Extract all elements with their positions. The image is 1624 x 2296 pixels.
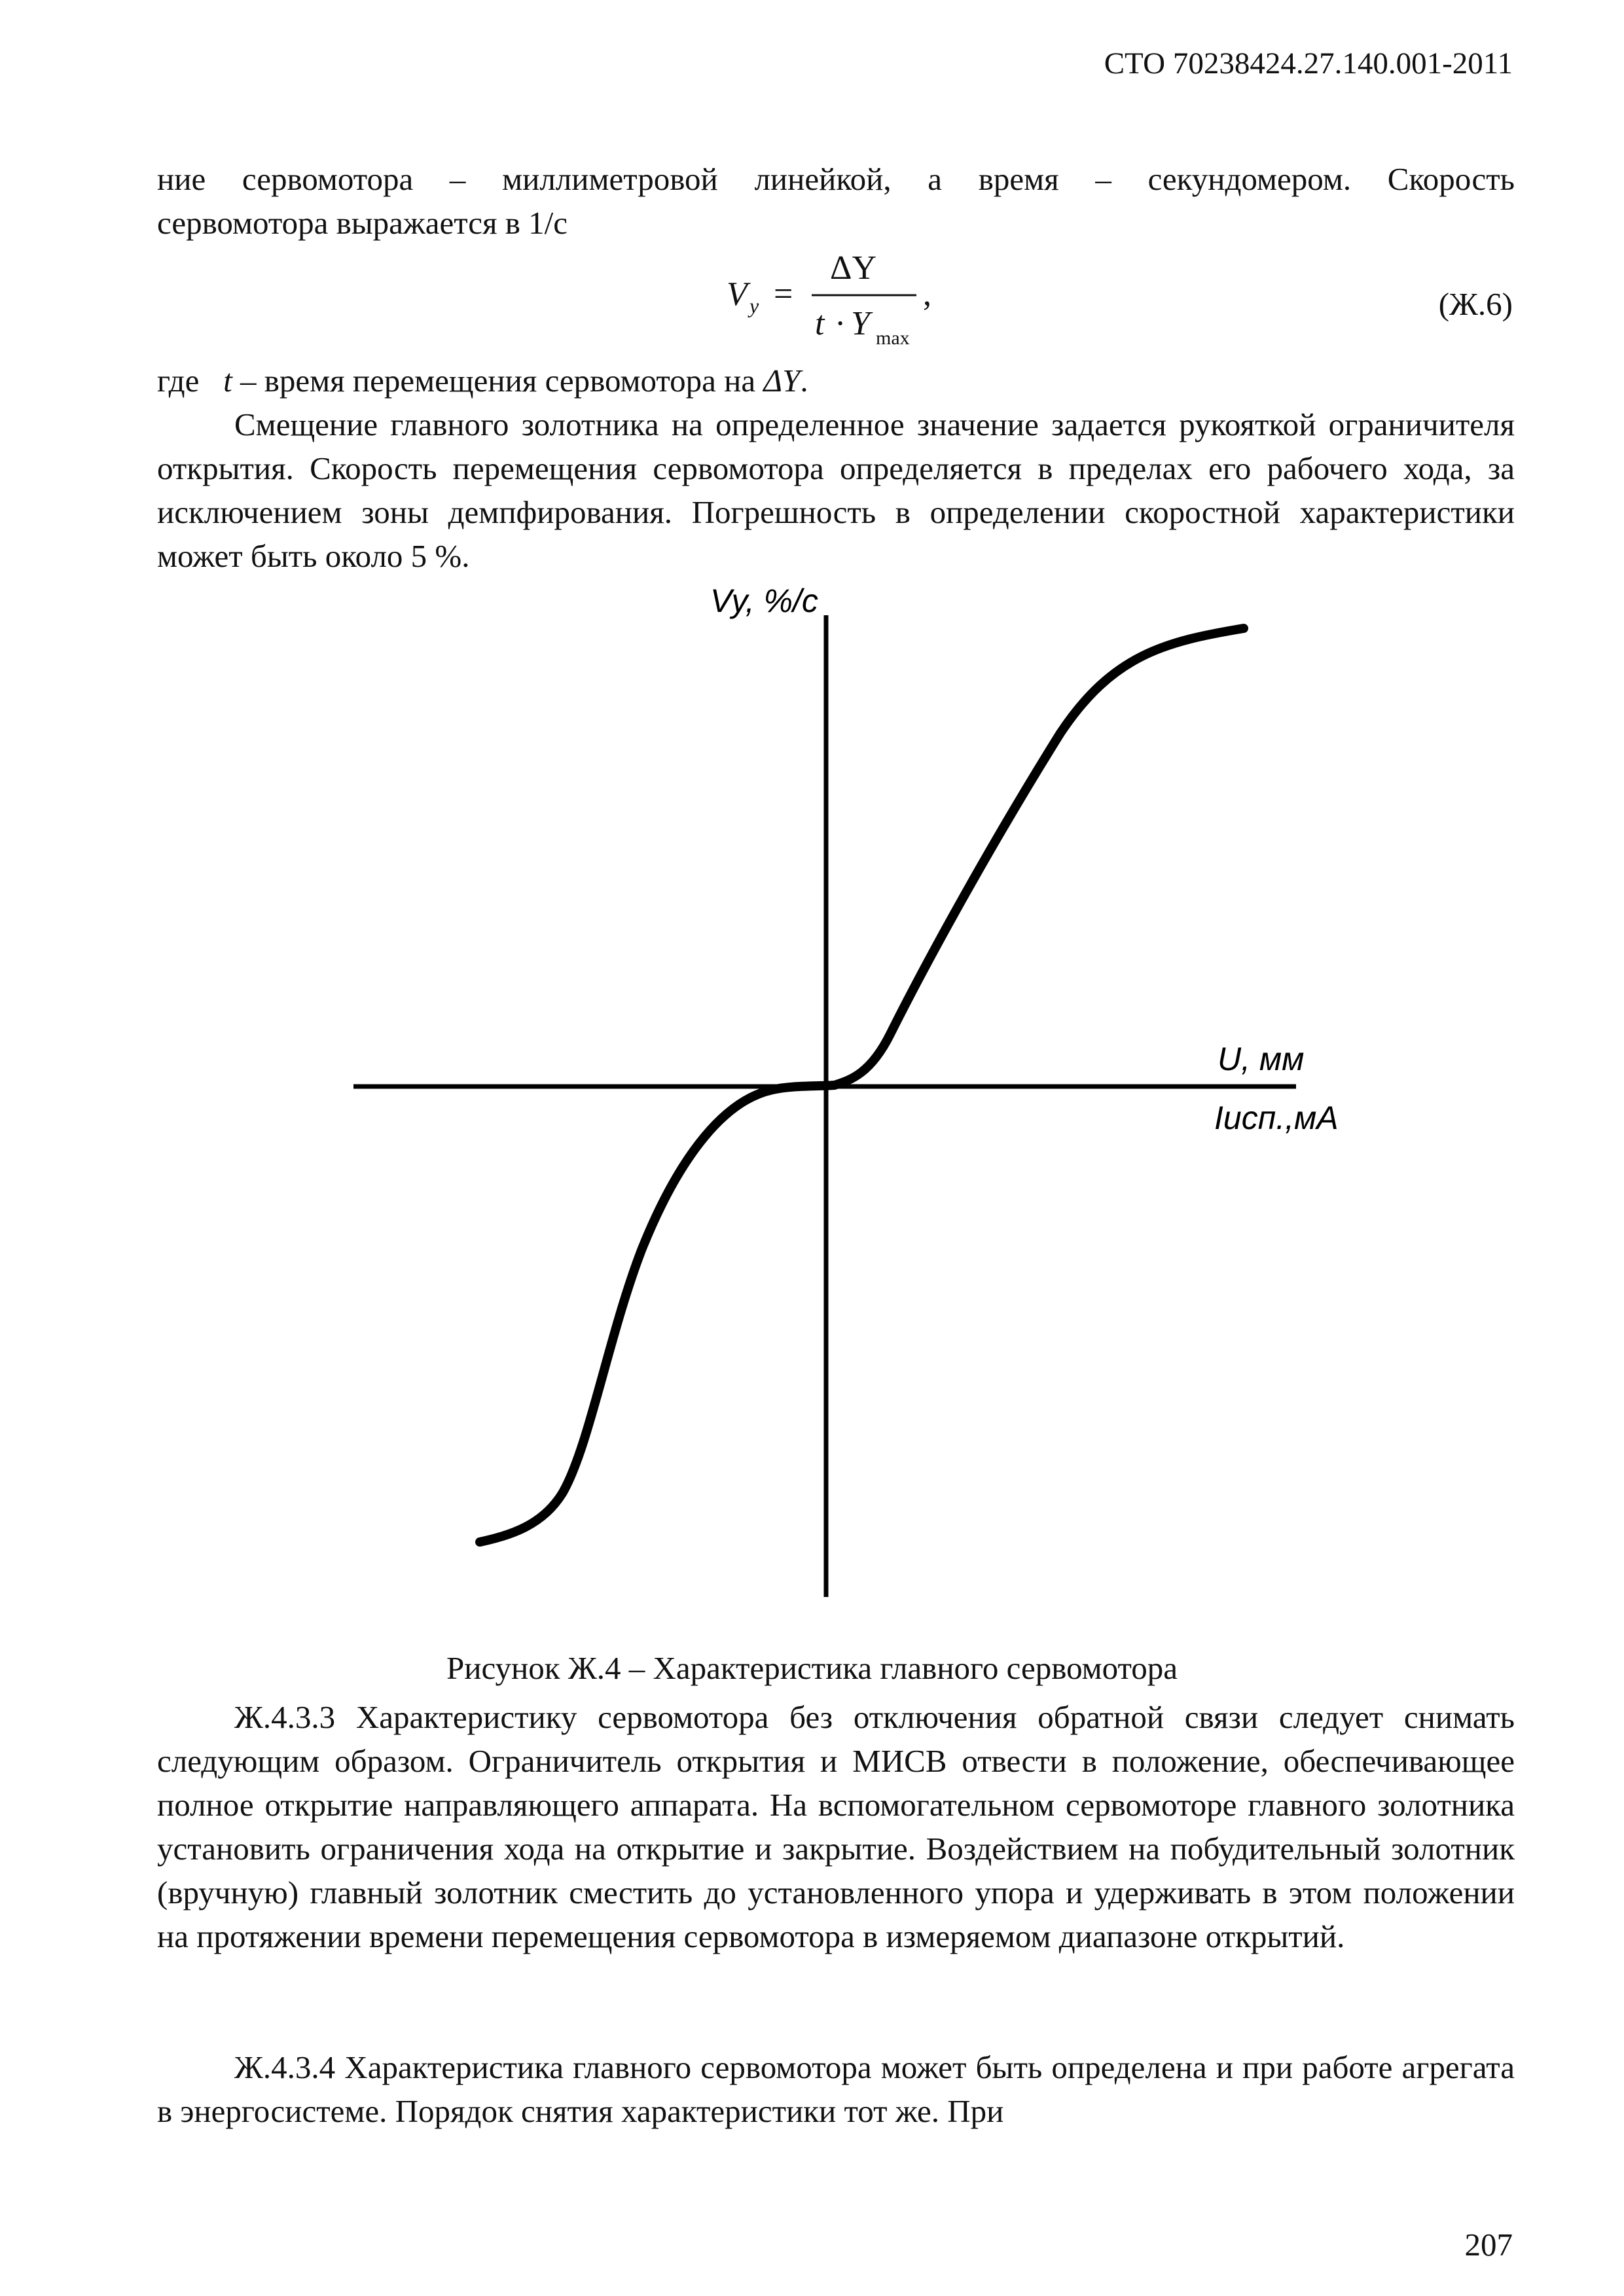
formula-numerator: ΔY — [830, 249, 876, 287]
document-code: СТО 70238424.27.140.001-2011 — [1104, 46, 1513, 81]
paragraph-shift-text: Смещение главного золотника на определенное значение задается рукояткой ограничителя открытия. Скорость перемещения сервомотора определяется в пределах его рабочего хода, за исключением зоны демпфирования. Погрешность в определении скоростной характеристики может быть около 5 %. — [157, 406, 1515, 574]
formula-denominator-y: Y — [851, 305, 870, 342]
formula-comma: , — [923, 276, 931, 313]
paragraph-434 — [157, 2045, 1515, 2133]
servomotor-figure — [0, 576, 1624, 1597]
x-axis-label-top: U, мм — [1218, 1041, 1305, 1077]
where-end: . — [800, 363, 808, 399]
paragraph-top-line2: сервомотора выражается в 1/с — [157, 205, 568, 241]
y-axis-label: Vy, %/с — [710, 583, 818, 619]
paragraph-434-text: Ж.4.3.4 Характеристика главного сервомотора может быть определена и при работе агрегата в энергосистеме. Порядок снятия характеристики тот же. При — [157, 2049, 1515, 2129]
figure-svg — [0, 576, 1624, 1597]
where-line — [157, 359, 1515, 403]
formula-zh6 — [0, 240, 1624, 357]
where-prefix: где — [157, 363, 200, 399]
paragraph-top — [157, 157, 1515, 245]
formula-lhs-v: V — [727, 276, 748, 313]
formula-denominator-dot: · — [835, 305, 846, 342]
paragraph-433 — [157, 1695, 1515, 1958]
where-dy: ΔY — [763, 363, 801, 399]
paragraph-shift — [157, 403, 1515, 578]
paragraph-top-line1: ние сервомотора – миллиметровой линейкой, а время – секундомером. Скорость — [157, 161, 1515, 197]
figure-caption: Рисунок Ж.4 – Характеристика главного сервомотора — [446, 1650, 1178, 1686]
where-text: – время перемещения сервомотора на — [240, 363, 756, 399]
where-t: t — [223, 363, 232, 399]
formula-denominator-t: t — [815, 305, 825, 342]
page-number: 207 — [1464, 2227, 1513, 2263]
formula-lhs-sub: y — [749, 294, 759, 317]
equation-number: (Ж.6) — [1438, 286, 1513, 322]
formula-equals: = — [774, 276, 793, 313]
formula-denominator-sub: max — [876, 327, 910, 349]
x-axis-label-bottom: Iисп.,мА — [1214, 1100, 1339, 1136]
formula-svg — [0, 240, 1624, 357]
paragraph-433-text: Ж.4.3.3 Характеристику сервомотора без отключения обратной связи следует снимать следующим образом. Ограничитель открытия и МИСВ отвести в положение, обеспечивающее полное открытие направляющего аппарата. На вспомогательном сервомоторе главного золотника установить ограничения хода на открытие и закрытие. Воздействием на побудительный золотник (вручную) главный золотник сместить до установленного упора и удерживать в этом положении на протяжении времени перемещения сервомотора в измеряемом диапазоне открытий. — [157, 1699, 1515, 1954]
